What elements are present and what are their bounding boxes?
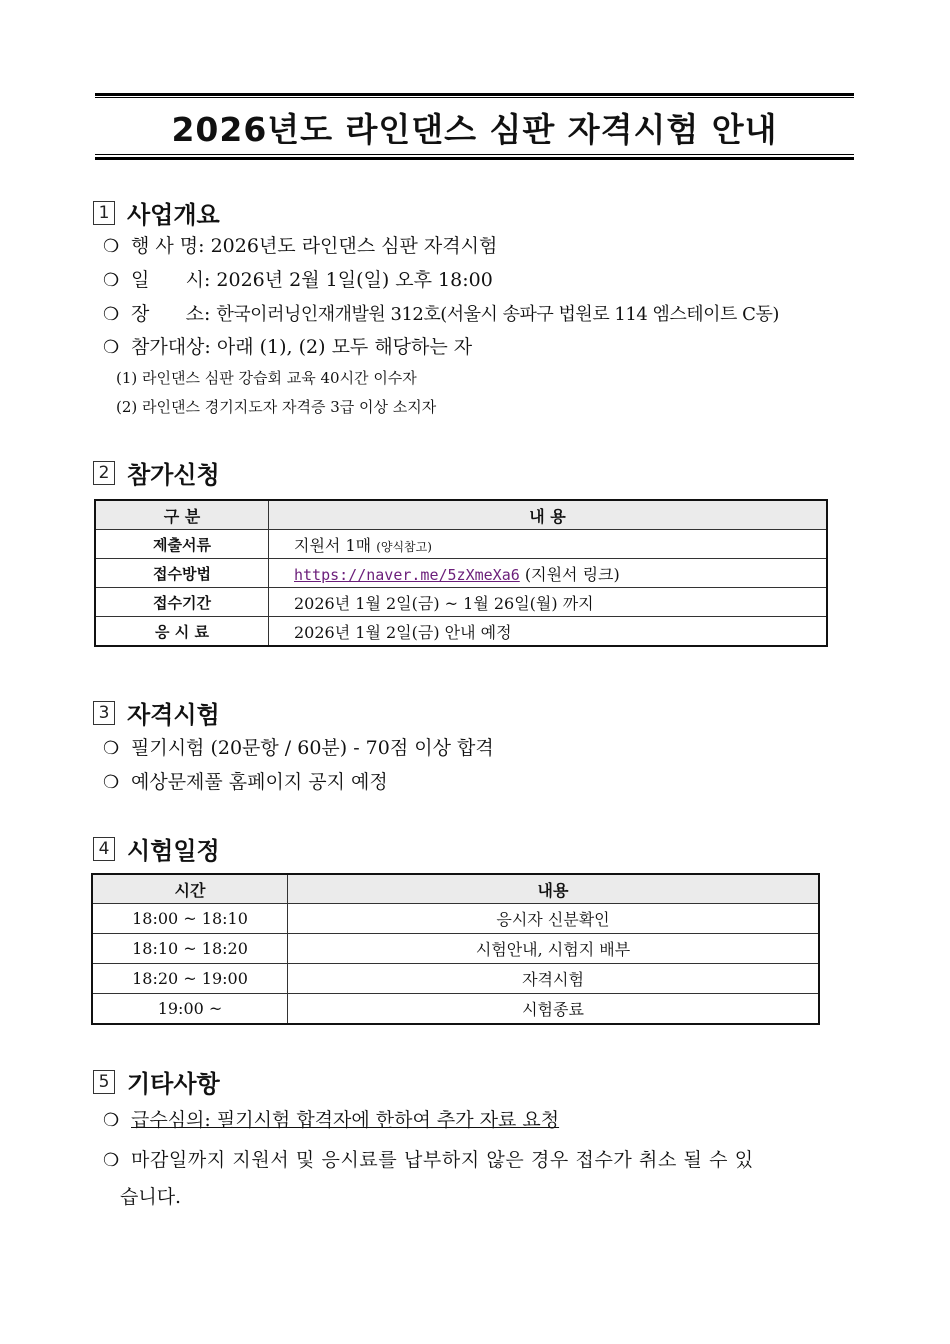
bullet-circle-icon: ❍ bbox=[103, 1110, 120, 1131]
schedule-time: 18:10 ~ 18:20 bbox=[92, 934, 288, 964]
bullet-circle-icon: ❍ bbox=[103, 304, 120, 325]
schedule-content: 응시자 신분확인 bbox=[288, 904, 820, 934]
section-title: 시험일정 bbox=[127, 837, 220, 865]
section-title: 자격시험 bbox=[127, 701, 220, 729]
exam-item-question-pool: ❍ 예상문제풀 홈페이지 공지 예정 bbox=[103, 771, 388, 793]
title-bottom-rule-thin bbox=[95, 154, 854, 155]
schedule-table bbox=[91, 873, 820, 1025]
application-form-link[interactable]: https://naver.me/5zXmeXa6 bbox=[294, 565, 520, 584]
overview-item-location: ❍ 장 소: 한국이러닝인재개발원 312호(서울시 송파구 법원로 114 엠스테이트 C동) bbox=[103, 303, 779, 325]
table-row bbox=[92, 964, 819, 994]
row-key: 접수방법 bbox=[95, 559, 269, 588]
section-number-box: 1 bbox=[93, 201, 115, 225]
table-row bbox=[92, 994, 819, 1025]
section-3-heading bbox=[93, 695, 220, 730]
section-4-heading bbox=[93, 831, 220, 866]
row-value: https://naver.me/5zXmeXa6 (지원서 링크) bbox=[269, 559, 828, 588]
misc-item-grade-review: ❍ 급수심의: 필기시험 합격자에 한하여 추가 자료 요청 bbox=[103, 1109, 560, 1131]
table-header: 시간 bbox=[92, 874, 288, 904]
misc-item-cancellation-cont: 습니다. bbox=[120, 1186, 182, 1208]
row-value: 2026년 1월 2일(금) 안내 예정 bbox=[269, 617, 828, 647]
bullet-circle-icon: ❍ bbox=[103, 236, 120, 257]
schedule-time: 18:00 ~ 18:10 bbox=[92, 904, 288, 934]
section-number-box: 2 bbox=[93, 461, 115, 485]
row-key: 응 시 료 bbox=[95, 617, 269, 647]
overview-item-event-name: ❍ 행 사 명: 2026년도 라인댄스 심판 자격시험 bbox=[103, 235, 498, 257]
bullet-circle-icon: ❍ bbox=[103, 270, 120, 291]
section-number-box: 3 bbox=[93, 701, 115, 725]
table-row bbox=[95, 588, 827, 617]
table-header: 구 분 bbox=[95, 500, 269, 530]
bullet-circle-icon: ❍ bbox=[103, 1150, 120, 1171]
section-5-heading bbox=[93, 1064, 220, 1099]
schedule-content: 자격시험 bbox=[288, 964, 820, 994]
table-row bbox=[95, 530, 827, 559]
table-row bbox=[92, 934, 819, 964]
row-key: 제출서류 bbox=[95, 530, 269, 559]
table-header: 내 용 bbox=[269, 500, 828, 530]
section-1-heading bbox=[93, 195, 220, 230]
schedule-content: 시험종료 bbox=[288, 994, 820, 1025]
schedule-time: 19:00 ~ bbox=[92, 994, 288, 1025]
table-row bbox=[92, 904, 819, 934]
misc-item-cancellation: ❍ 마감일까지 지원서 및 응시료를 납부하지 않은 경우 접수가 취소 될 수 있 bbox=[103, 1149, 754, 1171]
table-header: 내용 bbox=[288, 874, 820, 904]
section-title: 참가신청 bbox=[127, 461, 220, 489]
application-table bbox=[94, 499, 828, 647]
eligibility-sub-2: (2) 라인댄스 경기지도자 자격증 3급 이상 소지자 bbox=[116, 398, 437, 416]
row-value: 지원서 1매 (양식참고) bbox=[269, 530, 828, 559]
overview-item-datetime: ❍ 일 시: 2026년 2월 1일(일) 오후 18:00 bbox=[103, 269, 493, 291]
section-number-box: 4 bbox=[93, 837, 115, 861]
row-value: 2026년 1월 2일(금) ~ 1월 26일(월) 까지 bbox=[269, 588, 828, 617]
section-title: 사업개요 bbox=[127, 201, 220, 229]
bullet-circle-icon: ❍ bbox=[103, 337, 120, 358]
title-top-rule bbox=[95, 93, 854, 96]
overview-item-eligibility: ❍ 참가대상: 아래 (1), (2) 모두 해당하는 자 bbox=[103, 336, 473, 358]
schedule-time: 18:20 ~ 19:00 bbox=[92, 964, 288, 994]
schedule-content: 시험안내, 시험지 배부 bbox=[288, 934, 820, 964]
bullet-circle-icon: ❍ bbox=[103, 772, 120, 793]
row-key: 접수기간 bbox=[95, 588, 269, 617]
title-top-rule-thin bbox=[95, 97, 854, 98]
eligibility-sub-1: (1) 라인댄스 심판 강습회 교육 40시간 이수자 bbox=[116, 369, 417, 387]
page-title: 2026년도 라인댄스 심판 자격시험 안내 bbox=[171, 110, 778, 149]
section-2-heading bbox=[93, 455, 220, 490]
section-title: 기타사항 bbox=[127, 1070, 220, 1098]
section-number-box: 5 bbox=[93, 1070, 115, 1094]
table-row bbox=[95, 617, 827, 647]
table-row bbox=[95, 559, 827, 588]
exam-item-written: ❍ 필기시험 (20문항 / 60분) - 70점 이상 합격 bbox=[103, 737, 494, 759]
bullet-circle-icon: ❍ bbox=[103, 738, 120, 759]
title-bottom-rule bbox=[95, 157, 854, 160]
